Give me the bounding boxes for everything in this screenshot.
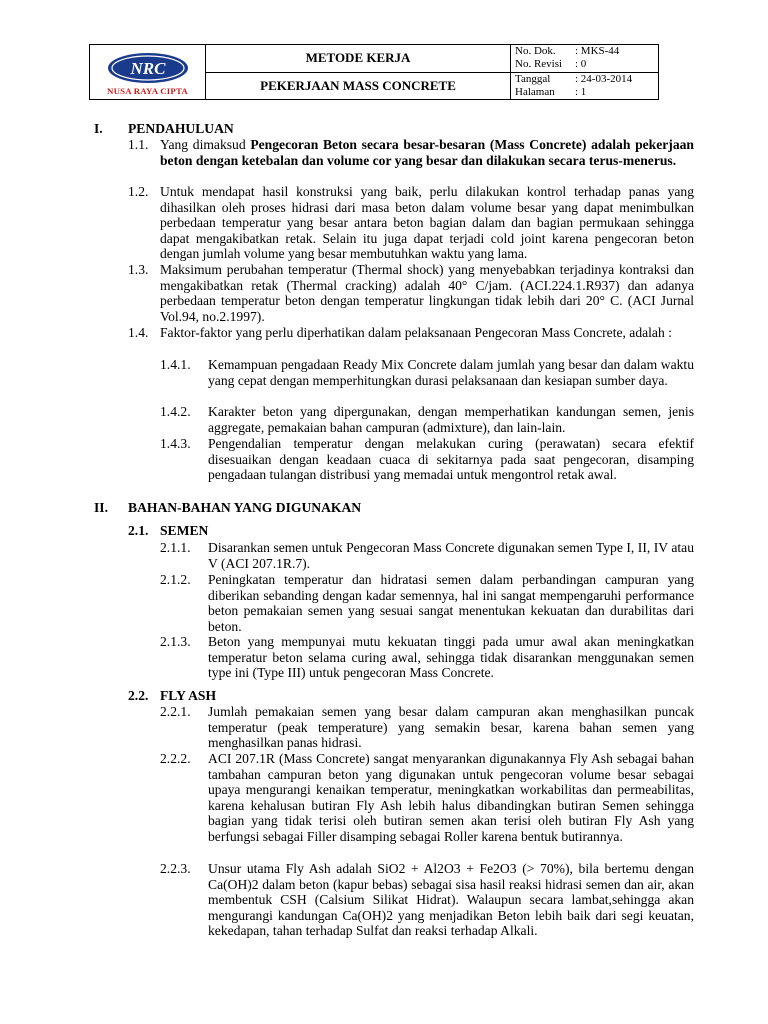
section-2-number: II. bbox=[94, 500, 108, 515]
para-1-4-2: Karakter beton yang dipergunakan, dengan memperhatikan kandungan semen, jenis aggregate, pemakaian bahan campuran (admixture), dan lain-lain. bbox=[208, 404, 694, 435]
document-title: METODE KERJA bbox=[206, 45, 511, 73]
para-2-2-1-number: 2.2.1. bbox=[160, 704, 191, 719]
para-1-2: Untuk mendapat hasil konstruksi yang baik, perlu dilakukan kontrol terhadap panas yang dihasilkan oleh proses hidrasi dari masa beton dalam volume besar yang dapat menimbulkan perbedaan temperatur yang besar antara beton bagian dalam dan bagian permukaan sehingga dapat mengakibatkan retak. Selain itu juga dapat terjadi cold joint karena pengecoran beton dengan jumlah volume yang besar membutuhkan waktu yang lama. bbox=[160, 184, 694, 261]
para-2-1-3-number: 2.1.3. bbox=[160, 634, 191, 649]
para-2-1-2: Peningkatan temperatur dan hidratasi semen dalam perbandingan campuran yang diberikan sebanding dengan kadar semennya, hal ini sangat mempengaruhi performance beton pemakaian semen yang sesuai sangat menentukan kekuatan dan durabilitas dari beton. bbox=[208, 572, 694, 634]
para-1-1-lead: Yang dimaksud bbox=[160, 137, 251, 152]
para-2-1-1-number: 2.1.1. bbox=[160, 540, 191, 555]
meta-value-rev: : 0 bbox=[575, 58, 587, 71]
para-2-2-2-number: 2.2.2. bbox=[160, 751, 191, 766]
subsection-2-1-title: SEMEN bbox=[160, 523, 209, 538]
para-1-4: Faktor-faktor yang perlu diperhatikan dalam pelaksanaan Pengecoran Mass Concrete, adalah : bbox=[160, 325, 672, 340]
subsection-2-2-title: FLY ASH bbox=[160, 688, 217, 703]
subsection-2-2-number: 2.2. bbox=[128, 688, 149, 703]
svg-text:NRC: NRC bbox=[130, 59, 165, 78]
para-2-2-3: Unsur utama Fly Ash adalah SiO2 + Al2O3 + Fe2O3 (> 70%), bila bertemu dengan Ca(OH)2 dalam beton (kapur bebas) sebagai sisa hasil reaksi hidrasi semen dan air, akan membentuk CSH (Calsium Silikat Hidrat). Walaupun secara lambat,sehingga akan mengurangi kandungan Ca(OH)2 yang menjadikan Beton lebih baik dari segi keuatan, kekedapan, tahan terhadap Sulfat dan reaksi terhadap Alkali. bbox=[208, 861, 694, 938]
meta-value-date: : 24-03-2014 bbox=[575, 72, 633, 85]
document-subtitle: PEKERJAAN MASS CONCRETE bbox=[206, 72, 511, 100]
subsection-2-1-number: 2.1. bbox=[128, 523, 149, 538]
para-1-4-1: Kemampuan pengadaan Ready Mix Concrete dalam jumlah yang besar dan dalam waktu yang cepat dengan memperhitungkan durasi pelaksanaan dan kesiapan sumber daya. bbox=[208, 357, 694, 388]
para-1-1-bold: Pengecoran Beton secara besar-besaran (Mass Concrete) adalah pekerjaan beton dengan ketebalan dan volume cor yang besar dan dilakukan secara terus-menerus. bbox=[160, 137, 694, 168]
para-1-4-3-number: 1.4.3. bbox=[160, 436, 191, 451]
para-1-4-1-number: 1.4.1. bbox=[160, 357, 191, 372]
para-2-1-3: Beton yang mempunyai mutu kekuatan tinggi pada umur awal akan meningkatkan temperatur beton selama curing awal, sehingga tidak disarankan menggunakan semen type ini (Type III) untuk pengecoran Mass Concrete. bbox=[208, 634, 694, 680]
meta-value-page: : 1 bbox=[575, 85, 587, 98]
meta-value-doc: : MKS-44 bbox=[575, 45, 620, 58]
para-1-4-number: 1.4. bbox=[128, 325, 149, 340]
para-1-4-3: Pengendalian temperatur dengan melakukan curing (perawatan) secara efektif disesuaikan dengan keadaan cuaca di sekitarnya pada saat pengecoran, disamping pengadaan tulangan distribusi yang memadai untuk mengontrol retak awal. bbox=[208, 436, 694, 482]
meta-label-page: Halaman bbox=[515, 85, 555, 98]
document-header bbox=[89, 44, 659, 100]
logo-cell bbox=[90, 45, 206, 100]
para-2-2-2: ACI 207.1R (Mass Concrete) sangat menyarankan digunakannya Fly Ash sebagai bahan tambahan campuran beton yang digunakan untuk pengecoran volume besar sebagai upaya mengurangi kenaikan temperatur, meningkatkan workabilitas dan permeabilitas, karena kehalusan butiran Fly Ash lebih halus dibandingkan butiran Semen sehingga bagian yang tidak terisi oleh butiran semen akan terisi oleh butiran Fly Ash yang berfungsi sebagai Filler disamping sebagai Roller karena bentuk butirannya. bbox=[208, 751, 694, 844]
nrc-logo-icon bbox=[103, 51, 193, 85]
meta-label-rev: No. Revisi bbox=[515, 58, 563, 71]
company-name: NUSA RAYA CIPTA bbox=[107, 86, 188, 96]
para-1-3: Maksimum perubahan temperatur (Thermal shock) yang menyebabkan terjadinya kontraksi dan mengakibatkan retak (Thermal cracking) adalah 40° C/jam. (ACI.224.1.R937) dan adanya perbedaan temperatur beton dengan temperatur lingkungan tidak lebih dari 20° C. (ACI Jurnal Vol.94, no.2.1997). bbox=[160, 262, 694, 324]
meta-label-date: Tanggal bbox=[515, 72, 551, 85]
section-2-title: BAHAN-BAHAN YANG DIGUNAKAN bbox=[128, 500, 362, 515]
para-1-3-number: 1.3. bbox=[128, 262, 149, 277]
para-2-1-2-number: 2.1.2. bbox=[160, 572, 191, 587]
meta-top bbox=[511, 45, 659, 73]
para-2-2-1: Jumlah pemakaian semen yang besar dalam campuran akan menghasilkan puncak temperatur (peak temperature) yang semakin besar, karena bahan semen yang menghasilkan panas hidrasi. bbox=[208, 704, 694, 750]
para-1-1-number: 1.1. bbox=[128, 137, 149, 152]
para-1-4-2-number: 1.4.2. bbox=[160, 404, 191, 419]
meta-label-doc: No. Dok. bbox=[515, 45, 556, 58]
para-1-2-number: 1.2. bbox=[128, 184, 149, 199]
meta-bottom bbox=[511, 72, 659, 100]
para-2-2-3-number: 2.2.3. bbox=[160, 861, 191, 876]
section-1-title: PENDAHULUAN bbox=[128, 121, 234, 136]
para-2-1-1: Disarankan semen untuk Pengecoran Mass Concrete digunakan semen Type I, II, IV atau V (ACI 207.1R.7). bbox=[208, 540, 694, 571]
section-1-number: I. bbox=[94, 121, 103, 136]
para-1-1 bbox=[160, 137, 694, 168]
